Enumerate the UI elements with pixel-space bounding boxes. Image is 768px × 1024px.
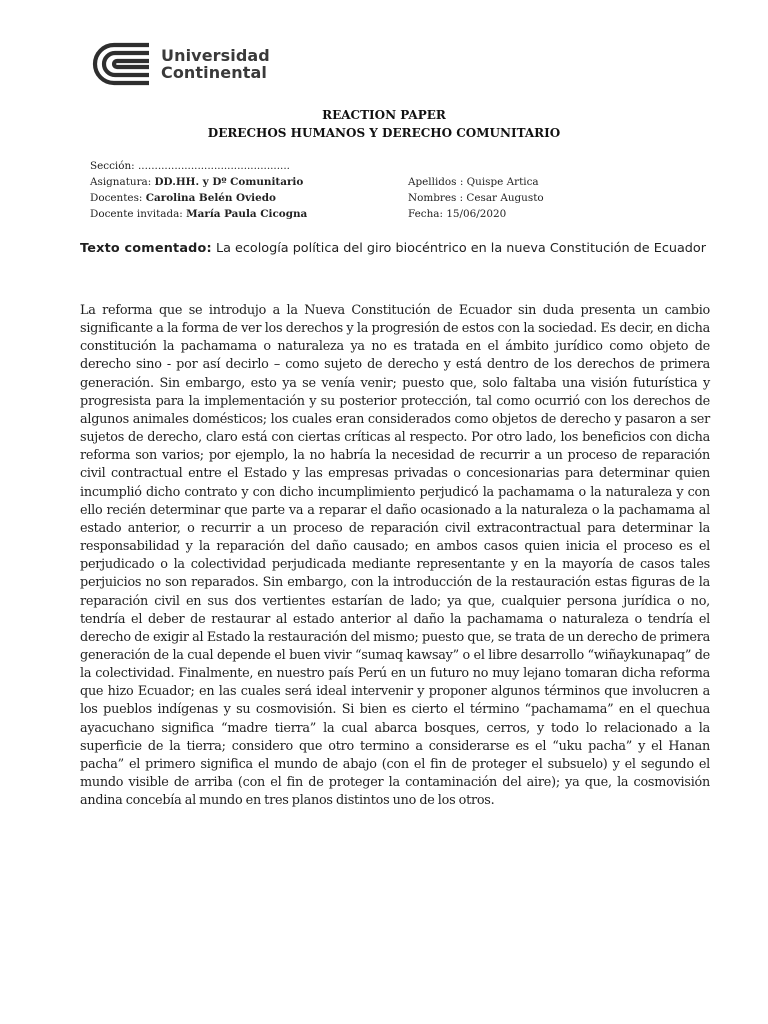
document-title: REACTION PAPER bbox=[322, 108, 446, 122]
fecha-label: Fecha: bbox=[408, 208, 443, 220]
course-info bbox=[90, 158, 307, 222]
university-name-line1: Universidad bbox=[161, 46, 270, 65]
asignatura-row bbox=[90, 174, 307, 190]
asignatura-value: DD.HH. y Dº Comunitario bbox=[154, 176, 304, 188]
apellidos-label: Apellidos : bbox=[408, 176, 464, 188]
asignatura-label: Asignatura: bbox=[90, 176, 152, 188]
fecha-value: 15/06/2020 bbox=[446, 208, 507, 220]
university-name-line2: Continental bbox=[161, 63, 267, 82]
docentes-row bbox=[90, 190, 307, 206]
university-logo bbox=[92, 42, 270, 86]
docentes-value: Carolina Belén Oviedo bbox=[145, 192, 276, 204]
fecha-row bbox=[408, 206, 544, 222]
docentes-label: Docentes: bbox=[90, 192, 143, 204]
seccion-value: .............................................. bbox=[138, 160, 290, 172]
reaction-paper-body: La reforma que se introdujo a la Nueva Constitución de Ecuador sin duda presenta un cambio significante a la forma de ver los derechos y la progresión de estos con la sociedad. Es decir, en dicha constitución la pachamama o naturaleza ya no es tratada en el ámbito jurídico como objeto de derecho sino - por así decirlo – como sujeto de derecho y está dentro de los derechos de primera generación. Sin embargo, esto ya se venía venir; puesto que, solo faltaba una visión futurística y progresista para la implementación y su posterior protección, tal como ocurrió con los derechos de algunos animales domésticos; los cuales eran considerados como objetos de derecho y pasaron a ser sujetos de derecho, claro está con ciertas críticas al respecto. Por otro lado, los beneficios con dicha reforma son varios; por ejemplo, la no habría la necesidad de recurrir a un proceso de reparación civil contractual entre el Estado y las empresas privadas o concesionarias para determinar quien incumplió dicho contrato y con dicho incumplimiento perjudicó la pachamama o la naturaleza y con ello recién determinar que parte va a reparar el daño ocasionado a la naturaleza o la pachamama al estado anterior, o recurrir a un proceso de reparación civil extracontractual para determinar la responsabilidad y la reparación del daño causado; en ambos casos quien inicia el proceso es el perjudicado o la colectividad perjudicada mediante representante y en la mayoría de casos tales perjuicios no son reparados. Sin embargo, con la introducción de la restauración estas figuras de la reparación civil en sus dos vertientes estarían de lado; ya que, cualquier persona jurídica o no, tendría el deber de restaurar al estado anterior al daño la pachamama o naturaleza o tendría el derecho de exigir al Estado la restauración del mismo; puesto que, se trata de un derecho de primera generación de la cual depende el buen vivir “sumaq kawsay” o el libre desarrollo “wiñaykunapaq” de la colectividad. Finalmente, en nuestro país Perú en un futuro no muy lejano tomaran dicha reforma que hizo Ecuador; en las cuales será ideal intervenir y proponer algunos términos que involucren a los pueblos indígenas y su cosmovisión. Si bien es cierto el término “pachamama” en el quechua ayacuchano significa “madre tierra” la cual abarca bosques, cerros, y todo lo relacionado a la superficie de la tierra; considero que otro termino a considerarse es el “uku pacha” y el Hanan pacha” el primero significa el mundo de abajo (con el fin de proteger el subsuelo) y el segundo el mundo visible de arriba (con el fin de proteger la contaminación del aire); ya que, la cosmovisión andina concebía al mundo en tres planos distintos uno de los otros. bbox=[80, 303, 710, 809]
nombres-label: Nombres : bbox=[408, 192, 464, 204]
document-subtitle: DERECHOS HUMANOS Y DERECHO COMUNITARIO bbox=[207, 126, 561, 140]
seccion-label: Sección: bbox=[90, 160, 135, 172]
nombres-row bbox=[408, 190, 544, 206]
seccion-row bbox=[90, 158, 307, 174]
docente-invitada-label: Docente invitada: bbox=[90, 208, 183, 220]
nombres-value: Cesar Augusto bbox=[466, 192, 544, 204]
texto-comentado-value: La ecología política del giro biocéntrico en la nueva Constitución de Ecuador bbox=[215, 241, 707, 256]
university-name bbox=[161, 47, 270, 81]
texto-comentado-label: Texto comentado: bbox=[80, 241, 212, 256]
university-logo-icon bbox=[92, 42, 152, 86]
texto-comentado bbox=[80, 240, 710, 258]
apellidos-value: Quispe Artica bbox=[466, 176, 539, 188]
docente-invitada-row bbox=[90, 206, 307, 222]
docente-invitada-value: María Paula Cicogna bbox=[186, 208, 308, 220]
student-info bbox=[408, 174, 544, 222]
apellidos-row bbox=[408, 174, 544, 190]
